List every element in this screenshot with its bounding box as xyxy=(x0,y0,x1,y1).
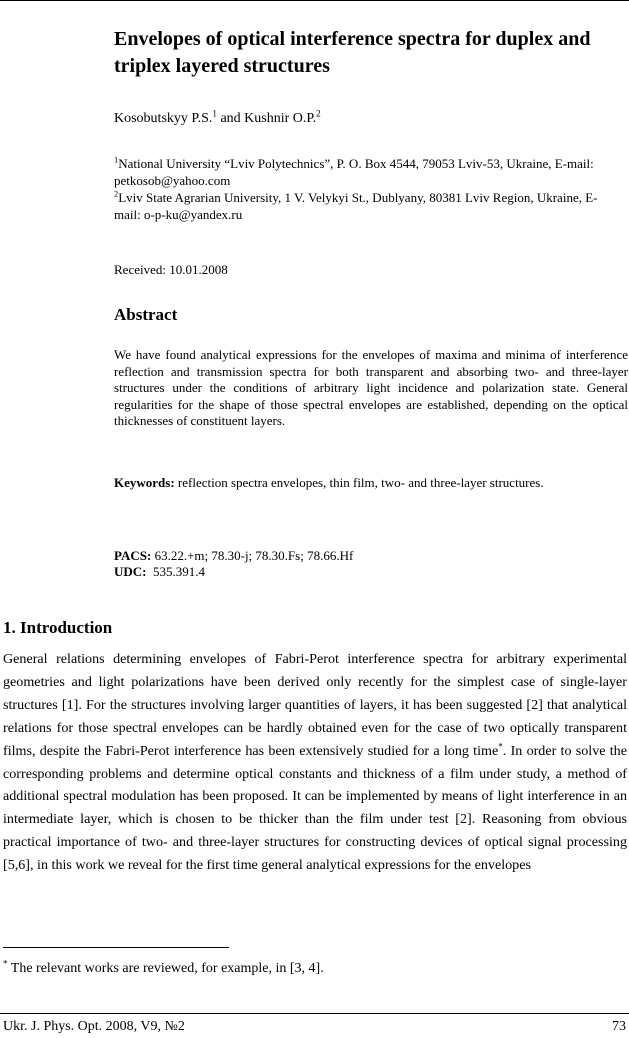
abstract-text: We have found analytical expressions for the envelopes of maxima and minima of interference reflection and transmission spectra for both transparent and absorbing two- and three-layer structures under the conditions of arbitrary light incidence and polarization state. General regularities for the shape of those spectral envelopes are established, depending on the optical thicknesses of constituent layers. xyxy=(114,347,628,429)
author-2: and Kushnir O.P. xyxy=(216,111,317,126)
footnote xyxy=(3,960,324,978)
introduction-text-part-1: General relations determining envelopes of Fabri-Perot interference spectra for arbitrary experimental geometries and light polarizations have been derived only recently for the simplest case of single-layer structures [1]. For the structures involving larger quantities of layers, it has been suggested [2] that analytical relations for those spectral envelopes can be hardly obtained even for the case of two optically transparent films, despite the Fabri-Perot interference has been extensively studied for a long time xyxy=(3,651,627,759)
pacs-codes: 63.22.+m; 78.30-j; 78.30.Fs; 78.66.Hf xyxy=(151,548,354,563)
introduction-text-part-2: . In order to solve the corresponding problems and determine optical constants and thickness of a film under study, a method of additional spectral modulation has been proposed. It can be implemented by means of light interference in an intermediate layer, which is chosen to be thicker than the film under test [2]. Reasoning from obvious practical importance of two- and three-layer structures for constructing devices of optical signal processing [5,6], in this work we reveal for the first time general analytical expressions for the envelopes xyxy=(3,742,627,874)
received-date: Received: 10.01.2008 xyxy=(114,262,228,277)
footnote-reference-mark: * xyxy=(498,740,503,751)
footnote-text: The relevant works are reviewed, for example, in [3, 4]. xyxy=(7,961,324,976)
page-number: 73 xyxy=(612,1019,626,1034)
footnote-rule xyxy=(3,947,229,948)
affiliation-2 xyxy=(114,189,614,223)
top-rule xyxy=(0,0,629,1)
affiliation-2-mark: 2 xyxy=(114,188,119,199)
keywords-text: reflection spectra envelopes, thin film, two- and three-layer structures. xyxy=(174,475,544,490)
journal-citation: Ukr. J. Phys. Opt. 2008, V9, №2 xyxy=(3,1019,185,1034)
classification-codes xyxy=(114,548,353,580)
footnote-mark: * xyxy=(3,958,8,969)
udc-line xyxy=(114,564,353,580)
keywords-label: Keywords: xyxy=(114,475,175,490)
affiliations xyxy=(114,155,614,223)
introduction-heading: 1. Introduction xyxy=(3,618,113,637)
author-1-affil-mark: 1 xyxy=(212,108,217,119)
udc-label: UDC: xyxy=(114,564,147,579)
affiliation-2-text: Lviv State Agrarian University, 1 V. Velykyi St., Dublyany, 80381 Lviv Region, Ukraine, E-mail: o-p-ku@yandex.ru xyxy=(114,190,598,222)
authors-line xyxy=(114,110,321,128)
paper-title: Envelopes of optical interference spectra for duplex and triplex layered structures xyxy=(114,28,591,77)
author-1: Kosobutskyy P.S. xyxy=(114,111,213,126)
author-2-affil-mark: 2 xyxy=(316,108,321,119)
footer-rule xyxy=(0,1013,629,1014)
affiliation-1-text: National University “Lviv Polytechnics”, P. O. Box 4544, 79053 Lviv-53, Ukraine, E-mail: petkosob@yahoo.com xyxy=(114,156,594,188)
introduction-text xyxy=(3,648,627,877)
keywords xyxy=(114,474,584,491)
affiliation-1-mark: 1 xyxy=(114,154,119,165)
abstract-heading: Abstract xyxy=(114,305,178,324)
affiliation-1 xyxy=(114,155,614,189)
udc-code: 535.391.4 xyxy=(146,564,205,579)
pacs-line xyxy=(114,548,353,564)
pacs-label: PACS: xyxy=(114,548,152,563)
